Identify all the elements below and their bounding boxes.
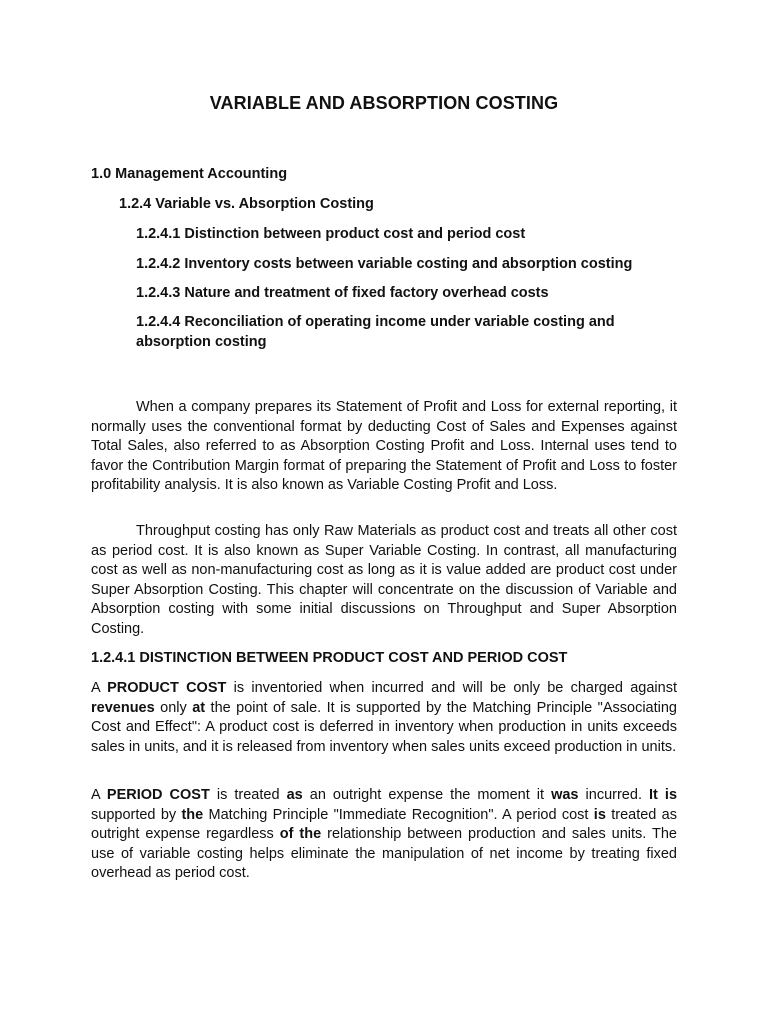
text-run: Matching Principle "Immediate Recognition". A period cost [203,806,594,823]
toc-level3-distinction: 1.2.4.1 Distinction between product cost and period cost [136,226,526,242]
bold-text-run: is [593,806,606,823]
text-run: an outright expense the moment it [302,787,552,803]
text-run: A [91,787,107,803]
text-run: is inventoried when incurred and will be only be charged against [226,680,677,696]
bold-text-run: revenues [91,699,155,716]
toc-level1-management-accounting: 1.0 Management Accounting [91,166,288,182]
document-title: VARIABLE AND ABSORPTION COSTING [209,93,559,113]
text-run: treated as outright expense regardless [91,806,677,842]
toc-level3-reconciliation: 1.2.4.4 Reconciliation of operating income under variable costing and absorption costing [136,314,615,350]
paragraph-intro [91,398,677,496]
text-run: incurred. [578,787,650,803]
paragraph-product-cost [91,679,677,757]
text-run: the point of sale. It is supported by the Matching Principle "Associating Cost and Effect": A product cost is deferred in inventory when production in units exceeds sales in units, and it is released from inventory when sales units exceed production in units. [91,699,677,755]
bold-text-run: at [192,699,206,716]
bold-text-run: was [551,787,579,803]
toc-level3-fixed-overhead: 1.2.4.3 Nature and treatment of fixed factory overhead costs [136,285,549,301]
paragraph-throughput-text: Throughput costing has only Raw Materials as product cost and treats all other cost as period cost. It is also known as Super Variable Costing. In contrast, all manufacturing cost as well as non-manufacturing cost as long as it is value added are product cost under Super Absorption Costing. This chapter will concentrate on the discussion of Variable and Absorption costing with some initial discussions on Throughput and Super Absorption Costing. [91,523,677,637]
section-heading-distinction: 1.2.4.1 DISTINCTION BETWEEN PRODUCT COST AND PERIOD COST [91,650,568,666]
bold-term-period-cost: PERIOD COST [106,787,210,803]
toc-level3-inventory-costs: 1.2.4.2 Inventory costs between variable costing and absorption costing [136,256,633,272]
paragraph-throughput [91,522,677,639]
toc-level2-variable-vs-absorption: 1.2.4 Variable vs. Absorption Costing [119,196,374,212]
text-run: relationship between production and sales units. The use of variable costing helps eliminate the manipulation of net income by treating fixed overhead as period cost. [91,826,677,881]
bold-text-run: It is [649,787,678,803]
paragraph-intro-text: When a company prepares its Statement of Profit and Loss for external reporting, it normally uses the conventional format by deducting Cost of Sales and Expenses against Total Sales, also referred to as Absorption Costing Profit and Loss. Internal uses tend to favor the Contribution Margin format of preparing the Statement of Profit and Loss to foster profitability analysis. It is also known as Variable Costing Profit and Loss. [91,399,677,493]
bold-text-run: as [286,787,303,803]
text-run: is treated [209,787,287,803]
paragraph-period-cost [91,786,677,884]
text-run: A [91,680,108,696]
text-run: only [154,699,193,716]
bold-term-product-cost: PRODUCT COST [107,680,227,696]
bold-text-run: the [181,806,204,823]
bold-text-run: of the [279,826,322,842]
text-run: supported by [91,806,182,823]
